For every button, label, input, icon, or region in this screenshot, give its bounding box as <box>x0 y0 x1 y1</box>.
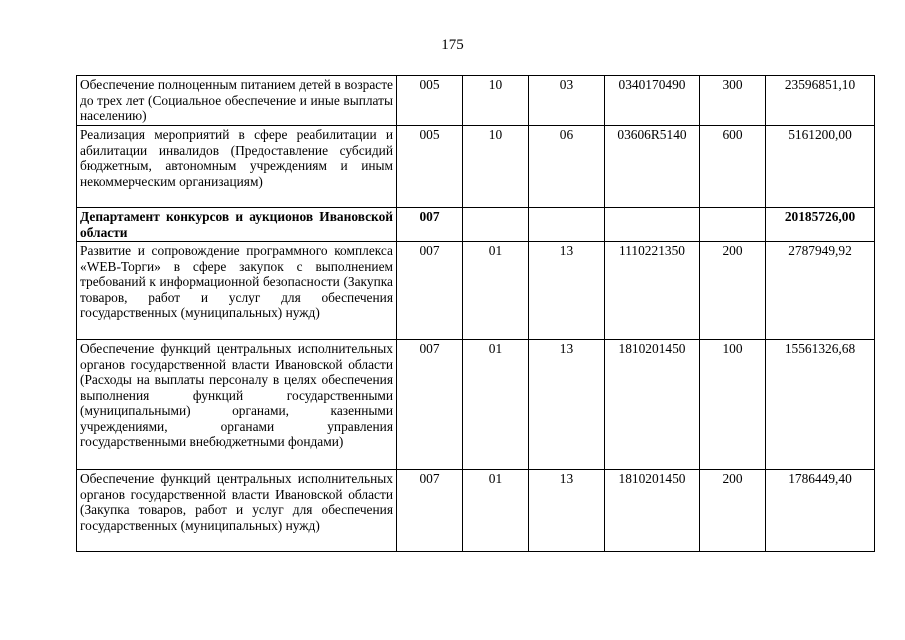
amount-cell: 15561326,68 <box>766 340 875 470</box>
amount-cell: 5161200,00 <box>766 126 875 208</box>
table-row <box>77 470 875 552</box>
expense-type-cell: 100 <box>700 340 766 470</box>
table-row <box>77 126 875 208</box>
amount-cell: 23596851,10 <box>766 76 875 126</box>
section-code-cell <box>463 208 529 242</box>
expense-type-cell: 300 <box>700 76 766 126</box>
table-row <box>77 76 875 126</box>
subsection-code-cell: 13 <box>529 242 605 340</box>
target-article-cell: 0340170490 <box>605 76 700 126</box>
section-code-cell: 01 <box>463 242 529 340</box>
expense-type-cell: 200 <box>700 242 766 340</box>
target-article-cell: 1110221350 <box>605 242 700 340</box>
section-code-cell: 01 <box>463 470 529 552</box>
target-article-cell: 1810201450 <box>605 340 700 470</box>
target-article-cell: 03606R5140 <box>605 126 700 208</box>
amount-cell: 1786449,40 <box>766 470 875 552</box>
page-number: 175 <box>441 37 464 53</box>
table-row <box>77 242 875 340</box>
department-code-cell: 007 <box>397 242 463 340</box>
department-total-cell: 20185726,00 <box>766 208 875 242</box>
subsection-code-cell: 06 <box>529 126 605 208</box>
expense-name-cell: Обеспечение функций центральных исполнительных органов государственной власти Ивановской области (Расходы на выплаты персоналу в целях обеспечения выполнения функций государственными (муниципальными) органами, казенными учреждениями, органами управления государственными внебюджетными фондами) <box>77 340 397 470</box>
expense-name-cell: Обеспечение функций центральных исполнительных органов государственной власти Ивановской области (Закупка товаров, работ и услуг для обеспечения государственных (муниципальных) нужд) <box>77 470 397 552</box>
section-code-cell: 01 <box>463 340 529 470</box>
amount-cell: 2787949,92 <box>766 242 875 340</box>
section-code-cell: 10 <box>463 126 529 208</box>
department-name-cell: Департамент конкурсов и аукционов Ивановской области <box>77 208 397 242</box>
department-code-cell: 007 <box>397 208 463 242</box>
department-code-cell: 007 <box>397 340 463 470</box>
department-code-cell: 005 <box>397 76 463 126</box>
department-code-cell: 007 <box>397 470 463 552</box>
subsection-code-cell: 03 <box>529 76 605 126</box>
section-code-cell: 10 <box>463 76 529 126</box>
expense-name-cell: Обеспечение полноценным питанием детей в возрасте до трех лет (Социальное обеспечение и иные выплаты населению) <box>77 76 397 126</box>
budget-table <box>76 75 875 552</box>
expense-type-cell: 600 <box>700 126 766 208</box>
target-article-cell: 1810201450 <box>605 470 700 552</box>
target-article-cell <box>605 208 700 242</box>
expense-name-cell: Развитие и сопровождение программного комплекса «WEB-Торги» в сфере закупок с выполнением требований к информационной безопасности (Закупка товаров, работ и услуг для обеспечения государственных (муниципальных) нужд) <box>77 242 397 340</box>
department-code-cell: 005 <box>397 126 463 208</box>
expense-type-cell: 200 <box>700 470 766 552</box>
department-row <box>77 208 875 242</box>
expense-name-cell: Реализация мероприятий в сфере реабилитации и абилитации инвалидов (Предоставление субсидий бюджетным, автономным учреждениям и иным некоммерческим организациям) <box>77 126 397 208</box>
subsection-code-cell: 13 <box>529 470 605 552</box>
subsection-code-cell: 13 <box>529 340 605 470</box>
expense-type-cell <box>700 208 766 242</box>
subsection-code-cell <box>529 208 605 242</box>
table-row <box>77 340 875 470</box>
